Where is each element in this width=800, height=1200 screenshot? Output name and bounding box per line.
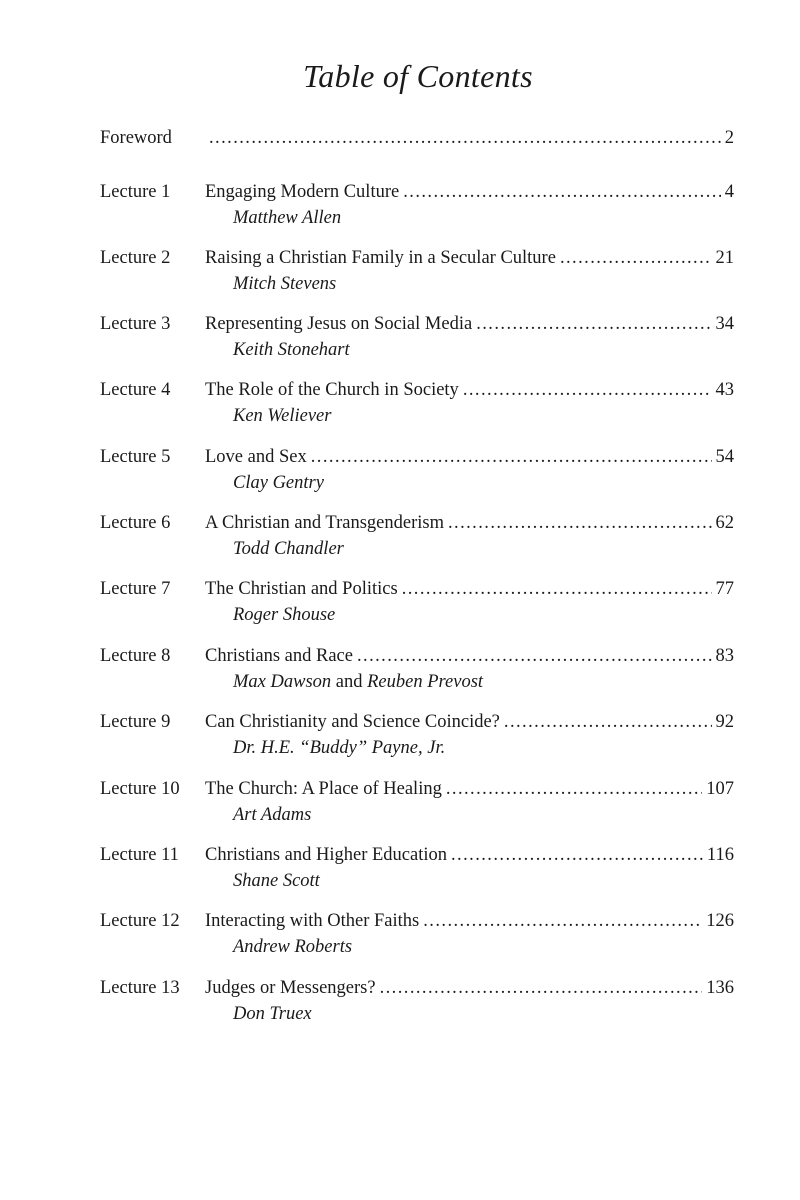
dot-leader: [451, 842, 703, 868]
page-number: 34: [715, 314, 734, 334]
entry-title: Judges or Messengers?: [205, 978, 376, 998]
page-number: 62: [715, 513, 734, 533]
entry-label: Lecture 11: [100, 845, 179, 865]
toc-entry-lecture-6: [100, 510, 734, 562]
entry-label: Lecture 7: [100, 579, 171, 599]
entry-label: Lecture 2: [100, 248, 171, 268]
entry-author: Clay Gentry: [233, 473, 324, 493]
toc-entry-lecture-8: [100, 643, 734, 695]
dot-leader: [504, 709, 712, 735]
entry-title: The Role of the Church in Society: [205, 380, 459, 400]
page-number: 92: [715, 712, 734, 732]
entry-label: Lecture 6: [100, 513, 171, 533]
entry-title: Representing Jesus on Social Media: [205, 314, 473, 334]
entry-author-2: Reuben Prevost: [367, 672, 484, 692]
toc-entry-lecture-4: [100, 377, 734, 429]
toc-entry-lecture-13: [100, 975, 734, 1027]
entry-title: Interacting with Other Faiths: [205, 911, 420, 931]
entry-author: Dr. H.E. “Buddy” Payne, Jr.: [233, 738, 446, 758]
toc-entry-foreword: [100, 125, 734, 151]
toc-entry-lecture-10: [100, 776, 734, 828]
entry-label: Foreword: [100, 128, 172, 148]
dot-leader: [448, 510, 712, 536]
toc-entry-lecture-9: [100, 709, 734, 761]
entry-title: Engaging Modern Culture: [205, 182, 400, 202]
entry-title: The Christian and Politics: [205, 579, 398, 599]
toc-entry-lecture-7: [100, 576, 734, 628]
page-number: 83: [715, 646, 734, 666]
page-number: 126: [706, 911, 734, 931]
toc-entry-lecture-5: [100, 444, 734, 496]
dot-leader: [463, 377, 712, 403]
entry-title: Raising a Christian Family in a Secular Culture: [205, 248, 556, 268]
dot-leader: [423, 908, 702, 934]
dot-leader: [476, 311, 711, 337]
entry-label: Lecture 8: [100, 646, 171, 666]
entry-author: Ken Weliever: [233, 406, 332, 426]
page-number: 54: [715, 447, 734, 467]
entry-title: Can Christianity and Science Coincide?: [205, 712, 500, 732]
entry-author: Art Adams: [233, 805, 312, 825]
dot-leader: [560, 245, 712, 271]
entry-author: Don Truex: [233, 1004, 312, 1024]
entry-label: Lecture 5: [100, 447, 171, 467]
author-conjunction: and: [335, 672, 363, 692]
dot-leader: [402, 576, 712, 602]
dot-leader: [446, 776, 702, 802]
entry-author: Andrew Roberts: [233, 937, 353, 957]
entry-title: Christians and Race: [205, 646, 353, 666]
toc-entry-lecture-2: [100, 245, 734, 297]
page-title: Table of Contents: [303, 58, 533, 94]
page-number: 43: [715, 380, 734, 400]
entry-label: Lecture 3: [100, 314, 171, 334]
dot-leader: [357, 643, 712, 669]
dot-leader: [403, 179, 721, 205]
toc-entry-lecture-3: [100, 311, 734, 363]
entry-label: Lecture 1: [100, 182, 171, 202]
entry-label: Lecture 13: [100, 978, 180, 998]
entry-title: A Christian and Transgenderism: [205, 513, 444, 533]
entry-label: Lecture 9: [100, 712, 171, 732]
entry-title: Christians and Higher Education: [205, 845, 447, 865]
page-number: 4: [724, 182, 734, 202]
entry-label: Lecture 12: [100, 911, 180, 931]
entry-author: Matthew Allen: [233, 208, 342, 228]
page-number: 2: [724, 128, 734, 148]
entry-label: Lecture 10: [100, 779, 180, 799]
dot-leader: [311, 444, 712, 470]
page-number: 21: [715, 248, 734, 268]
entry-author: Mitch Stevens: [233, 274, 337, 294]
dot-leader: [209, 125, 721, 151]
entry-label: Lecture 4: [100, 380, 171, 400]
entry-author: Shane Scott: [233, 871, 320, 891]
entry-author: Roger Shouse: [233, 605, 336, 625]
entry-title: The Church: A Place of Healing: [205, 779, 442, 799]
entry-title: Love and Sex: [205, 447, 307, 467]
page-number: 116: [706, 845, 734, 865]
entry-author: Keith Stonehart: [233, 340, 350, 360]
toc-entry-lecture-1: [100, 179, 734, 231]
toc-entry-lecture-12: [100, 908, 734, 960]
page-number: 77: [715, 579, 734, 599]
entry-author: Todd Chandler: [233, 539, 344, 559]
toc-entry-lecture-11: [100, 842, 734, 894]
page-number: 136: [706, 978, 734, 998]
dot-leader: [380, 975, 703, 1001]
page-number: 107: [706, 779, 734, 799]
entry-author: Max Dawson and Reuben Prevost: [233, 672, 484, 692]
